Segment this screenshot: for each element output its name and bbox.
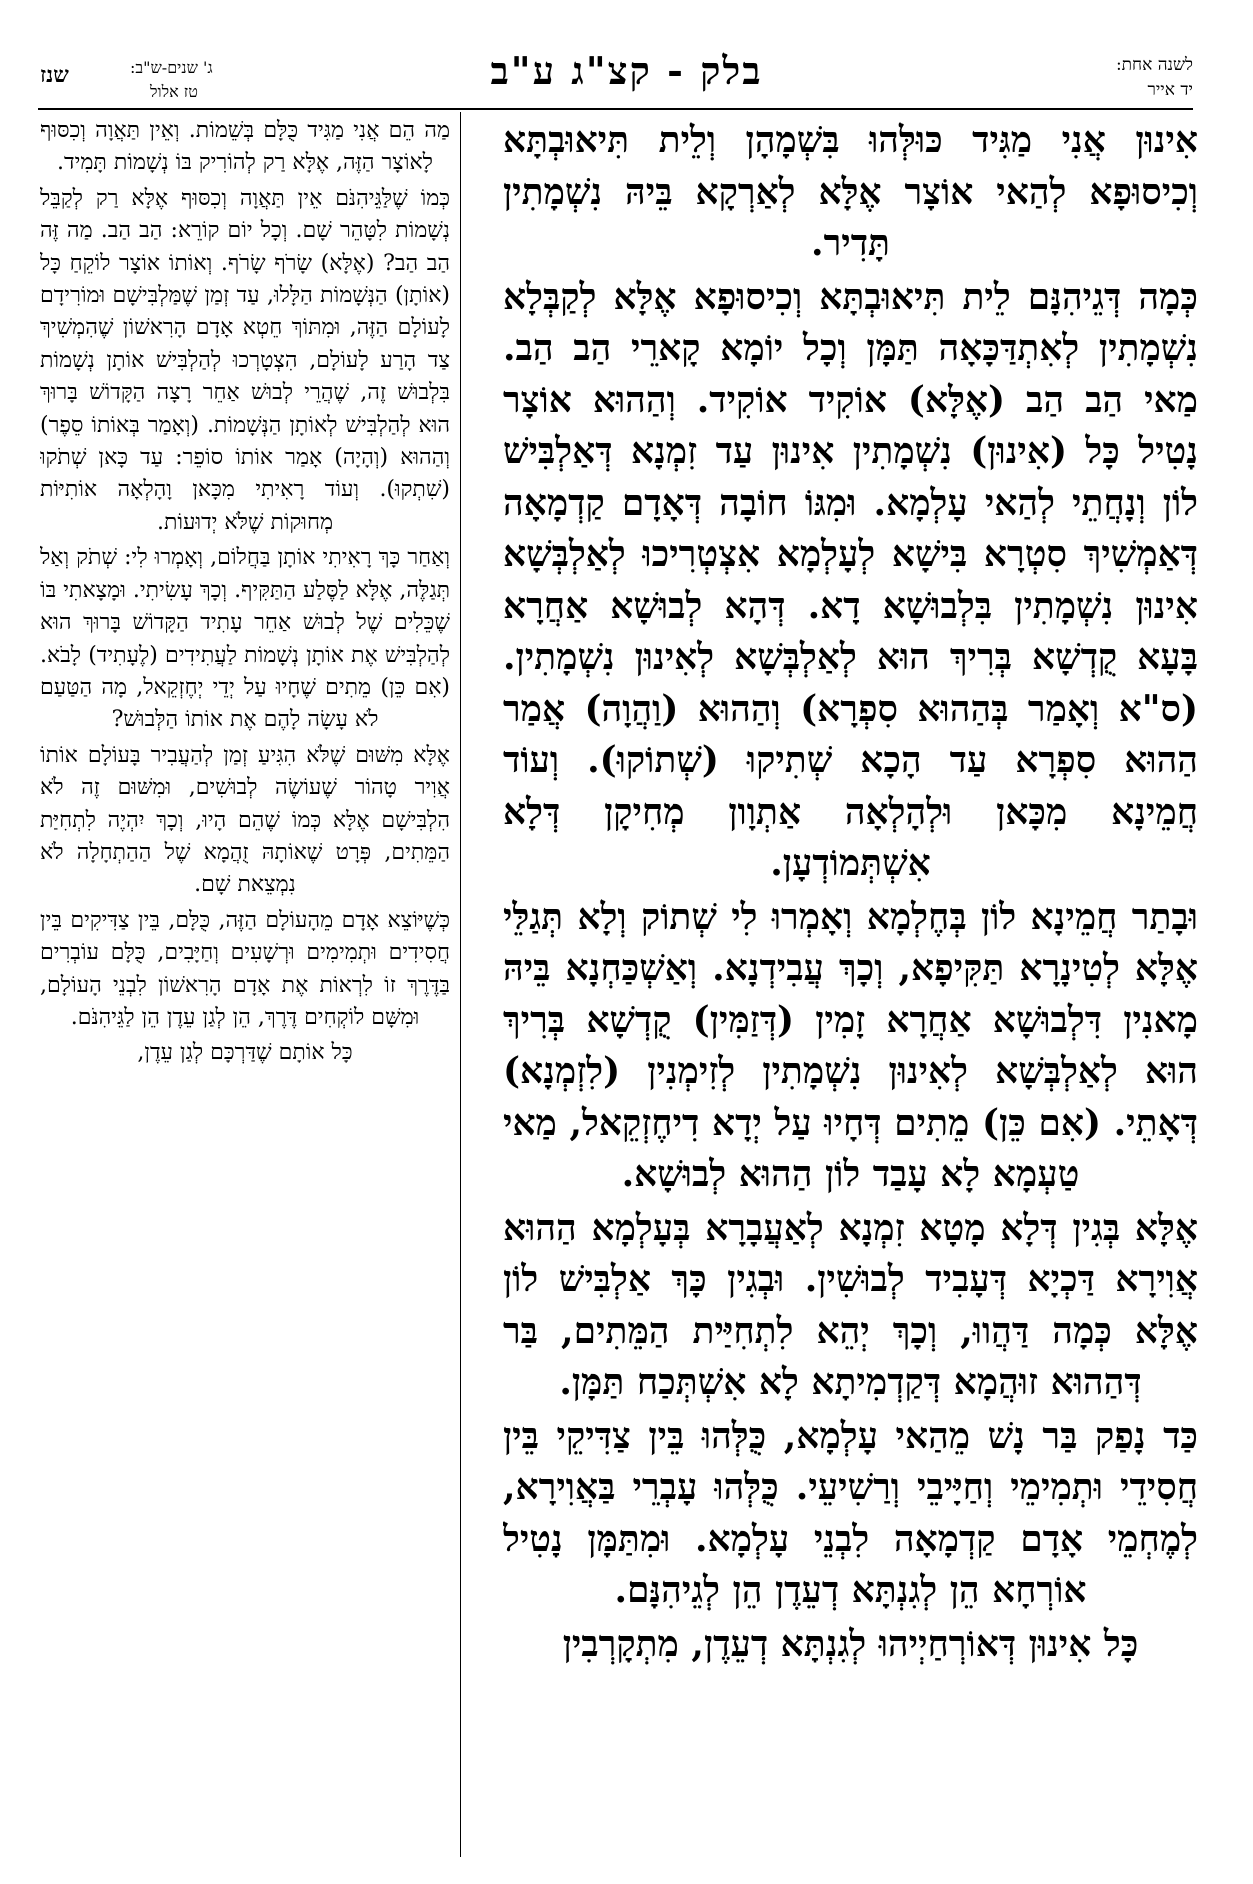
translation-paragraph [40,183,450,539]
main-paragraph-text: כַּד נָפַק בַּר נָשׁ מֵהַאי עָלְמָא, כֻּלְּהוּ בֵּין צַדִּיקֵי בֵּין חֲסִידֵי וּתְמִימֵי וְחַיָּיבֵי וְרַשִׁיעֵי. כֻּלְּהוּ עָבְרֵי בַּאֲוִירָא, לְמֶחְמֵי אָדָם קַדְמָאָה לִבְנֵי עָלְמָא. וּמִתַּמָּן נָטִיל אוֹרְחָא הֵן לְגִנְתָּא דְעֵדֶן הֵן לְגֵיהִנָּם. [503,1414,1198,1611]
main-paragraph [503,1619,1198,1671]
page-number: שנז [40,62,69,88]
translation-paragraph-text: וְאַחַר כָּךְ רָאִיתִי אוֹתָן בַּחֲלוֹם, וְאָמְרוּ לִי: שְׁתֹק וְאַל תְּגַלֶּה, אֶלָּא לַסֶּלַע הַתַּקִּיף. וְכָךְ עָשִׂיתִי. וּמָצָאתִי בּוֹ שֶׁכֵּלִים שֶׁל לְבוּשׁ אַחֵר עָתִיד הַקָּדוֹשׁ בָּרוּךְ הוּא לְהַלְבִּישׁ אֶת אוֹתָן נְשָׁמוֹת לַעֲתִידִים (לֶעָתִיד) לָבֹא. (אִם כֵּן) מֵתִים שֶׁחָיוּ עַל יְדֵי יְחֶזְקֵאל, מָה הַטַּעַם לֹא עָשָׂה לָהֶם אֶת אוֹתוֹ הַלְּבוּשׁ? [40,545,450,733]
translation-paragraph [40,542,450,736]
translation-paragraph [40,115,450,180]
main-paragraph [503,892,1198,1201]
header-rule [38,108,1193,110]
translation-paragraph-text: מַה הֵם אֲנִי מַגִּיד כֻּלָּם בְּשֵׁמוֹת. וְאֵין תַּאֲוָה וְכִסּוּף לָאוֹצָר הַזֶּה, אֶלָּא רַק לְהוֹרִיק בּוֹ נְשָׁמוֹת תָּמִיד. [40,118,450,176]
translation-paragraph-text: כָּל אוֹתָם שֶׁדַּרְכָּם לְגַן עֵדֶן, [137,1040,353,1066]
header-right-line1: לשנה אחת: [1115,55,1193,75]
column-divider [460,112,461,1857]
main-paragraph-text: וּבָתַר חֲמֵינָא לוֹן בְּחֶלְמָא וְאָמְרוּ לִי שְׁתוֹק וְלָא תְּגַלֵּי אֶלָּא לְטִינָרָא תַּקִּיפָא, וְכָךְ עֲבִידְנָא. וְאַשְׁכַּחְנָא בֵּיהּ מָאנִין דִּלְבוּשָׁא אַחֲרָא זָמִין (דְּזַמִּין) קֻדְשָׁא בְּרִיךְ הוּא לְאַלְבְּשָׁא לְאִינוּן נִשְׁמָתִין לְזִימְנִין (לִזְמְנָא) דְּאָתֵי. (אִם כֵּן) מֵתִים דְּחָיוּ עַל יְדָא דִיחֶזְקֵאל, מַאי טַעְמָא לָא עָבַד לוֹן הַהוּא לְבוּשָׁא. [503,895,1198,1195]
main-paragraph [503,1411,1198,1617]
translation-paragraph-text: כְּמוֹ שֶׁלַּגֵּיהִנֹּם אֵין תַּאֲוָה וְכִסּוּף אֶלָּא רַק לְקַבֵּל נְשָׁמוֹת לִטָּהֵר שָׁם. וְכָל יוֹם קוֹרֵא: הַב הַב. מַה זֶּה הַב הַב? (אֶלָּא) שָׂרֹף שָׂרֹף. וְאוֹתוֹ אוֹצָר לוֹקֵחַ כָּל (אוֹתָן) הַנְּשָׁמוֹת הַלָּלוּ, עַד זְמַן שֶׁמַּלְבִּישָׁם וּמוֹרִידָם לָעוֹלָם הַזֶּה, וּמִתּוֹךְ חֵטְא אָדָם הָרִאשׁוֹן שֶׁהִמְשִׁיךְ צַד הָרַע לָעוֹלָם, הִצְטָרְכוּ לְהַלְבִּישׁ אוֹתָן נְשָׁמוֹת בִּלְבוּשׁ זֶה, שֶׁהֲרֵי לְבוּשׁ אַחֵר רָצָה הַקָּדוֹשׁ בָּרוּךְ הוּא לְהַלְבִּישׁ לְאוֹתָן הַנְּשָׁמוֹת. (וְאָמַר בְּאוֹתוֹ סֵפֶר) וְהַהוּא (וְהָיָה) אָמַר אוֹתוֹ סוֹפֵר: עַד כָּאן שְׁתֹקוּ (שִׁתְקוּ). וְעוֹד רָאִיתִי מִכָּאן וָהָלְאָה אוֹתִיּוֹת מְחוּקוֹת שֶׁלֹּא יְדוּעוֹת. [40,185,450,535]
main-paragraph [503,272,1198,890]
header-right-line2: יד אייר [1147,80,1193,100]
translation-column [40,115,450,1855]
translation-paragraph-text: אֶלָּא מִשּׁוּם שֶׁלֹּא הִגִּיעַ זְמַן לְהַעֲבִיר בָּעוֹלָם אוֹתוֹ אֲוִיר טָהוֹר שֶׁעוֹשֶׂה לְבוּשִׁים, וּמִשּׁוּם זֶה לֹא הִלְבִּישָׁם אֶלָּא כְּמוֹ שֶׁהֵם הָיוּ, וְכָךְ יִהְיֶה לִתְחִיַּת הַמֵּתִים, פְּרָט שֶׁאוֹתָהּ זֻהֲמָא שֶׁל הַהַתְחָלָה לֹא נִמְצֵאת שָׁם. [40,742,450,898]
main-paragraph [503,1203,1198,1409]
main-paragraph-text: כְּמָה דְּגֵיהִנָּם לֵית תִּיאוּבְתָּא וְכִיסוּפָא אֶלָּא לְקַבְּלָא נִשְׁמָתִין לְאִתְדַּכָּאָה תַּמָּן וְכָל יוֹמָא קָארֵי הַב הַב. מַאי הַב הַב (אֶלָּא) אוֹקִיד אוֹקִיד. וְהַהוּא אוֹצָר נָטִיל כָּל (אִינוּן) נִשְׁמָתִין אִינוּן עַד זִמְנָא דְּאַלְבִּישׁ לוֹן וְנָחֲתֵי לְהַאי עָלְמָא. וּמִגּוֹ חוֹבָה דְּאָדָם קַדְמָאָה דְּאַמְשִׁיךְ סִטְרָא בִּישָׁא לְעָלְמָא אִצְטְרִיכוּ לְאַלְבְּשָׁא אִינוּן נִשְׁמָתִין בִּלְבוּשָׁא דָא. דְּהָא לְבוּשָׁא אַחֲרָא בָּעָא קֻדְשָׁא בְּרִיךְ הוּא לְאַלְבְּשָׁא לְאִינוּן נִשְׁמָתִין. (ס"א וְאָמַר בְּהַהוּא סִפְרָא) וְהַהוּא (וַהֲוָה) אֲמַר הַהוּא סִפְרָא עַד הָכָא שְׁתִיקוּ (שְׁתוֹקוּ). וְעוֹד חֲמֵינָא מִכָּאן וּלְהָלְאָה אַתְוָון מְחִיקָן דְּלָא אִשְׁתְּמוֹדְעָן. [503,275,1198,884]
translation-paragraph [40,740,450,902]
main-paragraph [503,115,1198,270]
main-paragraph-text: כָּל אִינוּן דְּאוֹרְחַיְיהוּ לְגִנְתָּא דְעֵדֶן, מִתְקָרְבִין [562,1622,1139,1665]
translation-paragraph [40,905,450,1035]
main-paragraph-text: אֶלָּא בְּגִין דְּלָא מָטָא זִמְנָא לְאַעֲבָרָא בְּעָלְמָא הַהוּא אֲוִירָא דַּכְיָא דְּעָבִיד לְבוּשִׁין. וּבְגִין כָּךְ אַלְבִּישׁ לוֹן אֶלָּא כְּמָה דַּהֲווּ, וְכָךְ יְהֵא לִתְחִיַּית הַמֵּתִים, בַּר דְּהַהוּא זוּהֲמָא דְּקַדְמִיתָא לָא אִשְׁתְּכַח תַּמָּן. [503,1206,1198,1403]
page-title: בלק - קצ"ג ע"ב [490,48,763,93]
translation-paragraph [40,1037,450,1069]
main-column [503,115,1198,1855]
main-paragraph-text: אִינוּן אֲנִי מַגִּיד כּוּלְּהוּ בִּשְׁמָהָן וְלֵית תִּיאוּבְתָּא וְכִיסוּפָא לְהַאי אוֹצָר אֶלָּא לְאַרְקָא בֵּיהּ נִשְׁמָתִין תָּדִיר. [503,119,1198,264]
header-left-line2: טז אלול [150,82,198,101]
header-left-line1: ג' שנים-ש"ב: [130,58,213,77]
translation-paragraph-text: כְּשֶׁיּוֹצֵא אָדָם מֵהָעוֹלָם הַזֶּה, כֻּלָּם, בֵּין צַדִּיקִים בֵּין חֲסִידִים וּתְמִימִים וּרְשָׁעִים וְחַיָּבִים, כֻּלָּם עוֹבְרִים בַּדֶּרֶךְ זוֹ לִרְאוֹת אֶת אָדָם הָרִאשׁוֹן לִבְנֵי הָעוֹלָם, וּמִשָּׁם לוֹקְחִים דֶּרֶךְ, הֵן לְגַן עֵדֶן הֵן לַגֵּיהִנֹּם. [40,907,450,1030]
